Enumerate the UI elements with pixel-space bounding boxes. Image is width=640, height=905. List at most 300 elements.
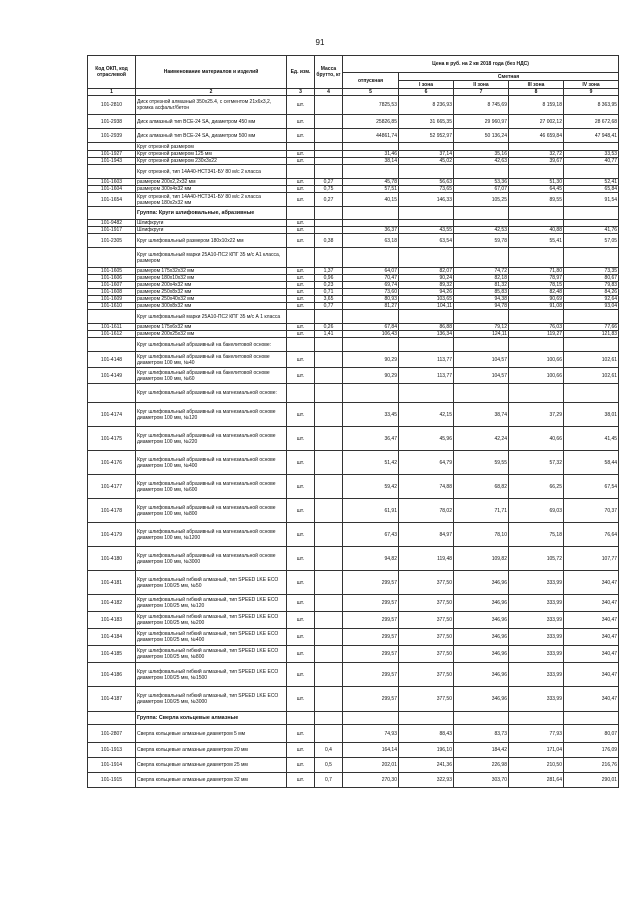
cell-name: Круг шлифовальный абразивный на магнезиальной основе диаметром 100 мм, №220: [136, 427, 287, 451]
cell-zone-3-price: 90,69: [509, 296, 564, 303]
table-row: [88, 384, 619, 403]
cell-code: [88, 712, 136, 725]
cell-release-price: 81,27: [343, 303, 399, 310]
cell-zone-1-price: 90,24: [399, 275, 454, 282]
cell-zone-1-price: 37,14: [399, 151, 454, 158]
cell-unit: шт.: [287, 151, 315, 158]
header-zone-4: IV зона: [564, 81, 619, 89]
cell-code: 101-4182: [88, 595, 136, 612]
cell-zone-2-price: 8 745,69: [454, 96, 509, 115]
cell-zone-3-price: 333,99: [509, 595, 564, 612]
cell-zone-3-price: 32,72: [509, 151, 564, 158]
cell-zone-1-price: 74,88: [399, 475, 454, 499]
cell-release-price: 33,45: [343, 403, 399, 427]
table-row: [88, 451, 619, 475]
cell-release-price: 202,01: [343, 758, 399, 773]
cell-zone-4-price: [564, 220, 619, 227]
cell-mass: [315, 595, 343, 612]
cell-mass: [315, 629, 343, 646]
table-row: [88, 571, 619, 595]
cell-unit: шт.: [287, 193, 315, 207]
cell-code: 101-2807: [88, 725, 136, 743]
header-mass: Масса брутто, кг: [315, 56, 343, 89]
cell-zone-2-price: 79,12: [454, 324, 509, 331]
cell-zone-2-price: 303,70: [454, 773, 509, 788]
cell-unit: [287, 384, 315, 403]
table-row: [88, 165, 619, 179]
cell-release-price: 164,14: [343, 743, 399, 758]
cell-zone-3-price: 210,50: [509, 758, 564, 773]
cell-zone-1-price: 119,48: [399, 547, 454, 571]
table-row: [88, 324, 619, 331]
cell-release-price: [343, 384, 399, 403]
cell-release-price: [343, 248, 399, 268]
cell-unit: [287, 143, 315, 151]
cell-release-price: [343, 220, 399, 227]
header-zone-3: III зона: [509, 81, 564, 89]
cell-unit: шт.: [287, 186, 315, 193]
cell-name: Шлифкруги: [136, 220, 287, 227]
cell-zone-4-price: 102,61: [564, 368, 619, 384]
cell-zone-3-price: [509, 338, 564, 352]
cell-release-price: [343, 165, 399, 179]
cell-release-price: 299,57: [343, 612, 399, 629]
cell-unit: шт.: [287, 758, 315, 773]
cell-unit: шт.: [287, 331, 315, 338]
cell-unit: шт.: [287, 289, 315, 296]
cell-zone-1-price: 377,50: [399, 612, 454, 629]
cell-zone-4-price: 93,04: [564, 303, 619, 310]
col-number: 8: [509, 89, 564, 96]
cell-unit: [287, 310, 315, 324]
cell-zone-2-price: [454, 384, 509, 403]
cell-code: 101-1915: [88, 773, 136, 788]
cell-zone-1-price: 94,26: [399, 289, 454, 296]
table-row: [88, 646, 619, 663]
cell-release-price: 61,91: [343, 499, 399, 523]
cell-zone-4-price: 57,05: [564, 234, 619, 248]
header-price-title: Цена в руб. на 2 кв 2018 года (без НДС): [343, 56, 619, 73]
cell-unit: шт.: [287, 179, 315, 186]
cell-unit: шт.: [287, 96, 315, 115]
price-table: [87, 55, 619, 788]
cell-name: Круг отрезной, тип 14А40-НСТ341-БУ 80 м/с 2 класса размером 180х2х32 мм: [136, 193, 287, 207]
table-row: [88, 151, 619, 158]
cell-zone-4-price: 102,61: [564, 352, 619, 368]
cell-zone-1-price: 42,15: [399, 403, 454, 427]
table-row: [88, 234, 619, 248]
cell-zone-1-price: [399, 712, 454, 725]
cell-mass: 0,5: [315, 758, 343, 773]
cell-unit: шт.: [287, 595, 315, 612]
cell-zone-4-price: 340,47: [564, 646, 619, 663]
cell-release-price: 69,74: [343, 282, 399, 289]
cell-code: 101-1605: [88, 268, 136, 275]
cell-zone-4-price: 77,66: [564, 324, 619, 331]
table-row: [88, 629, 619, 646]
group-heading-row: [88, 712, 619, 725]
cell-unit: шт.: [287, 275, 315, 282]
cell-zone-2-price: 83,73: [454, 725, 509, 743]
cell-zone-4-price: [564, 248, 619, 268]
cell-zone-3-price: 333,99: [509, 663, 564, 687]
cell-zone-3-price: 281,64: [509, 773, 564, 788]
table-row: [88, 282, 619, 289]
table-row: [88, 268, 619, 275]
cell-name: Круг шлифовальный марки 25А10-ПС2 КПГ 35 м/с А 1 класса: [136, 310, 287, 324]
cell-name: Круг шлифовальный абразивный на бакелитовой основе диаметром 100 мм, №40: [136, 352, 287, 368]
table-row: [88, 303, 619, 310]
header-zone-1: I зона: [399, 81, 454, 89]
cell-zone-1-price: 377,50: [399, 595, 454, 612]
cell-zone-1-price: 377,50: [399, 663, 454, 687]
cell-zone-1-price: 136,34: [399, 331, 454, 338]
cell-zone-2-price: [454, 207, 509, 220]
cell-zone-3-price: 333,99: [509, 646, 564, 663]
cell-mass: 0,27: [315, 193, 343, 207]
cell-release-price: 94,82: [343, 547, 399, 571]
cell-zone-2-price: 29 960,97: [454, 115, 509, 129]
cell-zone-4-price: [564, 207, 619, 220]
table-row: [88, 743, 619, 758]
cell-zone-2-price: [454, 165, 509, 179]
cell-unit: шт.: [287, 663, 315, 687]
table-row: [88, 687, 619, 712]
cell-zone-4-price: 58,44: [564, 451, 619, 475]
cell-release-price: 57,51: [343, 186, 399, 193]
cell-mass: 0,23: [315, 282, 343, 289]
cell-zone-1-price: 196,10: [399, 743, 454, 758]
cell-code: 101-9482: [88, 220, 136, 227]
cell-mass: [315, 310, 343, 324]
cell-mass: [315, 523, 343, 547]
table-row: [88, 275, 619, 282]
group-heading-row: [88, 207, 619, 220]
cell-code: 101-1608: [88, 289, 136, 296]
cell-unit: [287, 248, 315, 268]
cell-unit: шт.: [287, 227, 315, 234]
header-release: отпускная: [343, 73, 399, 89]
cell-zone-4-price: 28 672,68: [564, 115, 619, 129]
cell-mass: [315, 646, 343, 663]
cell-zone-3-price: 333,99: [509, 571, 564, 595]
cell-name: Круг шлифовальный гибкий алмазный, тип SPEED LKE ECO диаметром 100/25 мм, №400: [136, 629, 287, 646]
cell-name: Круг шлифовальный абразивный на магнезиальной основе диаметром 100 мм, №400: [136, 451, 287, 475]
cell-zone-4-price: 70,37: [564, 499, 619, 523]
cell-code: 101-4149: [88, 368, 136, 384]
cell-zone-2-price: 53,36: [454, 179, 509, 186]
cell-zone-1-price: 78,02: [399, 499, 454, 523]
cell-release-price: 299,57: [343, 646, 399, 663]
cell-zone-3-price: 78,15: [509, 282, 564, 289]
cell-zone-1-price: 113,77: [399, 352, 454, 368]
cell-zone-1-price: 377,50: [399, 571, 454, 595]
cell-zone-4-price: 41,45: [564, 427, 619, 451]
cell-name: Круг шлифовальный абразивный на магнезиальной основе диаметром 100 мм, №3000: [136, 547, 287, 571]
cell-code: 101-4174: [88, 403, 136, 427]
cell-zone-1-price: 86,88: [399, 324, 454, 331]
cell-zone-4-price: 33,53: [564, 151, 619, 158]
cell-zone-1-price: 377,50: [399, 629, 454, 646]
cell-code: [88, 310, 136, 324]
cell-zone-1-price: 52 952,97: [399, 129, 454, 143]
table-row: [88, 129, 619, 143]
cell-release-price: 51,42: [343, 451, 399, 475]
table-row: [88, 758, 619, 773]
cell-zone-3-price: 69,03: [509, 499, 564, 523]
cell-name: размером 200х2,2х32 мм: [136, 179, 287, 186]
cell-name: Сверла кольцевые алмазные диаметром 20 мм: [136, 743, 287, 758]
cell-code: 101-4181: [88, 571, 136, 595]
col-number: 3: [287, 89, 315, 96]
cell-zone-1-price: [399, 143, 454, 151]
cell-code: 101-1654: [88, 193, 136, 207]
cell-code: [88, 248, 136, 268]
cell-code: 101-2938: [88, 115, 136, 129]
cell-name: Круг отрезной размером 125 мм: [136, 151, 287, 158]
cell-mass: 0,71: [315, 289, 343, 296]
cell-mass: 0,38: [315, 234, 343, 248]
table-row: [88, 227, 619, 234]
cell-name: Диск алмазный тип BCE-24 SA, диаметром 450 мм: [136, 115, 287, 129]
cell-zone-3-price: 64,45: [509, 186, 564, 193]
cell-unit: шт.: [287, 158, 315, 165]
cell-mass: [315, 687, 343, 712]
cell-zone-4-price: 73,35: [564, 268, 619, 275]
cell-mass: [315, 571, 343, 595]
cell-zone-2-price: 184,42: [454, 743, 509, 758]
cell-release-price: 36,37: [343, 227, 399, 234]
cell-release-price: 59,42: [343, 475, 399, 499]
cell-name: Круг шлифовальный абразивный на магнезиальной основе:: [136, 384, 287, 403]
cell-zone-2-price: 74,72: [454, 268, 509, 275]
col-number: 4: [315, 89, 343, 96]
cell-mass: [315, 427, 343, 451]
cell-code: 101-4187: [88, 687, 136, 712]
cell-unit: шт.: [287, 499, 315, 523]
cell-mass: [315, 227, 343, 234]
cell-zone-2-price: 346,96: [454, 612, 509, 629]
cell-zone-3-price: 100,66: [509, 352, 564, 368]
cell-release-price: 36,47: [343, 427, 399, 451]
cell-zone-3-price: [509, 310, 564, 324]
cell-zone-2-price: 104,57: [454, 368, 509, 384]
cell-code: 101-4177: [88, 475, 136, 499]
cell-unit: шт.: [287, 612, 315, 629]
table-row: [88, 331, 619, 338]
table-row: [88, 296, 619, 303]
cell-unit: шт.: [287, 687, 315, 712]
header-estimate: Сметная: [399, 73, 619, 81]
cell-zone-3-price: [509, 384, 564, 403]
cell-release-price: [343, 338, 399, 352]
cell-release-price: 25826,85: [343, 115, 399, 129]
cell-zone-1-price: [399, 338, 454, 352]
cell-unit: шт.: [287, 282, 315, 289]
cell-name: Круг шлифовальный гибкий алмазный, тип SPEED LKE ECO диаметром 100/25 мм, №50: [136, 571, 287, 595]
cell-release-price: 45,78: [343, 179, 399, 186]
cell-zone-2-price: 81,32: [454, 282, 509, 289]
cell-name: Круг шлифовальный гибкий алмазный, тип SPEED LKE ECO диаметром 100/25 мм, №800: [136, 646, 287, 663]
col-number: 9: [564, 89, 619, 96]
table-row: [88, 158, 619, 165]
cell-release-price: 67,84: [343, 324, 399, 331]
cell-zone-3-price: 75,18: [509, 523, 564, 547]
cell-release-price: 67,43: [343, 523, 399, 547]
cell-zone-4-price: [564, 165, 619, 179]
cell-zone-4-price: 340,47: [564, 663, 619, 687]
col-number: 7: [454, 89, 509, 96]
cell-zone-2-price: 71,71: [454, 499, 509, 523]
cell-mass: [315, 663, 343, 687]
cell-code: [88, 165, 136, 179]
cell-name: размером 180х10х32 мм: [136, 275, 287, 282]
cell-zone-1-price: 146,33: [399, 193, 454, 207]
table-row: [88, 352, 619, 368]
cell-zone-1-price: 88,43: [399, 725, 454, 743]
cell-release-price: 106,43: [343, 331, 399, 338]
cell-name: Круг шлифовальный абразивный на магнезиальной основе диаметром 100 мм, №800: [136, 499, 287, 523]
page-number: 91: [315, 38, 325, 47]
cell-name: Сверла кольцевые алмазные диаметром 32 мм: [136, 773, 287, 788]
cell-mass: [315, 338, 343, 352]
cell-unit: шт.: [287, 368, 315, 384]
cell-mass: [315, 165, 343, 179]
cell-zone-2-price: 82,18: [454, 275, 509, 282]
cell-code: 101-1603: [88, 179, 136, 186]
cell-zone-4-price: 80,67: [564, 275, 619, 282]
cell-code: 101-1607: [88, 282, 136, 289]
cell-zone-1-price: [399, 220, 454, 227]
cell-release-price: 40,15: [343, 193, 399, 207]
cell-zone-1-price: 82,07: [399, 268, 454, 275]
cell-zone-4-price: 340,47: [564, 612, 619, 629]
cell-mass: 0,77: [315, 303, 343, 310]
cell-unit: [287, 207, 315, 220]
cell-name: Диск отрезной алмазный 350х25.4, с сегментом 21х6х3,2, хромка асфальт/бетон: [136, 96, 287, 115]
cell-name: Круг шлифовальный абразивный на магнезиальной основе диаметром 100 мм, №120: [136, 403, 287, 427]
cell-release-price: 7825,53: [343, 96, 399, 115]
table-row: [88, 547, 619, 571]
cell-zone-3-price: 37,29: [509, 403, 564, 427]
cell-code: 101-2305: [88, 234, 136, 248]
cell-zone-2-price: [454, 310, 509, 324]
cell-unit: [287, 338, 315, 352]
cell-code: [88, 384, 136, 403]
cell-release-price: 299,57: [343, 629, 399, 646]
cell-unit: шт.: [287, 451, 315, 475]
cell-zone-1-price: 31 665,35: [399, 115, 454, 129]
cell-name: Круг отрезной, тип 14А40-НСТ341-БУ 80 м/с 2 класса: [136, 165, 287, 179]
cell-unit: шт.: [287, 352, 315, 368]
cell-zone-2-price: 50 136,24: [454, 129, 509, 143]
cell-release-price: 31,46: [343, 151, 399, 158]
table-row: [88, 115, 619, 129]
table-row: [88, 499, 619, 523]
cell-release-price: 44861,74: [343, 129, 399, 143]
table-body: [88, 96, 619, 788]
cell-zone-2-price: 67,07: [454, 186, 509, 193]
cell-code: 101-1604: [88, 186, 136, 193]
cell-mass: 1,37: [315, 268, 343, 275]
cell-unit: шт.: [287, 403, 315, 427]
cell-zone-1-price: 43,55: [399, 227, 454, 234]
table-row: [88, 179, 619, 186]
cell-zone-1-price: [399, 384, 454, 403]
cell-zone-2-price: [454, 143, 509, 151]
cell-code: 101-4148: [88, 352, 136, 368]
cell-zone-3-price: 77,93: [509, 725, 564, 743]
cell-name: Круг шлифовальный марки 25А10-ПС2 КПГ 35 м/с А1 класса, размером: [136, 248, 287, 268]
cell-mass: [315, 725, 343, 743]
cell-mass: [315, 115, 343, 129]
cell-release-price: 63,18: [343, 234, 399, 248]
cell-zone-2-price: 346,96: [454, 629, 509, 646]
cell-unit: шт.: [287, 234, 315, 248]
cell-mass: [315, 151, 343, 158]
cell-mass: [315, 207, 343, 220]
cell-code: 101-4180: [88, 547, 136, 571]
cell-release-price: 64,07: [343, 268, 399, 275]
table-row: [88, 725, 619, 743]
cell-zone-4-price: 216,76: [564, 758, 619, 773]
cell-zone-3-price: 66,25: [509, 475, 564, 499]
cell-name: Круг шлифовальный абразивный на магнезиальной основе диаметром 100 мм, №1200: [136, 523, 287, 547]
cell-name: размером 250х40х32 мм: [136, 296, 287, 303]
cell-zone-2-price: 68,82: [454, 475, 509, 499]
cell-mass: [315, 384, 343, 403]
cell-code: 101-1943: [88, 158, 136, 165]
table-row: [88, 193, 619, 207]
cell-zone-4-price: 340,47: [564, 571, 619, 595]
cell-zone-4-price: [564, 143, 619, 151]
cell-code: 101-1610: [88, 303, 136, 310]
cell-code: 101-4184: [88, 629, 136, 646]
cell-zone-1-price: [399, 310, 454, 324]
cell-name: Круг шлифовальный абразивный на магнезиальной основе диаметром 100 мм, №600: [136, 475, 287, 499]
cell-zone-1-price: 377,50: [399, 646, 454, 663]
cell-zone-3-price: [509, 207, 564, 220]
cell-mass: 0,26: [315, 324, 343, 331]
cell-zone-3-price: 51,30: [509, 179, 564, 186]
cell-unit: шт.: [287, 296, 315, 303]
cell-zone-4-price: 176,09: [564, 743, 619, 758]
cell-zone-2-price: [454, 338, 509, 352]
cell-zone-3-price: 46 659,84: [509, 129, 564, 143]
cell-unit: шт.: [287, 547, 315, 571]
cell-mass: [315, 475, 343, 499]
cell-zone-4-price: [564, 310, 619, 324]
cell-zone-2-price: 346,96: [454, 595, 509, 612]
cell-code: 101-2939: [88, 129, 136, 143]
cell-release-price: [343, 310, 399, 324]
cell-release-price: [343, 207, 399, 220]
cell-name: Круг шлифовальный абразивный на бакелитовой основе:: [136, 338, 287, 352]
cell-code: 101-4175: [88, 427, 136, 451]
cell-unit: шт.: [287, 115, 315, 129]
cell-name: Круг отрезной размером 230х3х22: [136, 158, 287, 165]
cell-zone-4-price: 67,54: [564, 475, 619, 499]
cell-zone-2-price: 42,24: [454, 427, 509, 451]
cell-release-price: 90,29: [343, 368, 399, 384]
table-row: [88, 403, 619, 427]
cell-name: Круг шлифовальный гибкий алмазный, тип SPEED LKE ECO диаметром 100/25 мм, №200: [136, 612, 287, 629]
cell-code: 101-1609: [88, 296, 136, 303]
table-header: [88, 56, 619, 96]
cell-zone-3-price: 89,55: [509, 193, 564, 207]
cell-name: размером 200х4х32 мм: [136, 282, 287, 289]
table-row: [88, 248, 619, 268]
